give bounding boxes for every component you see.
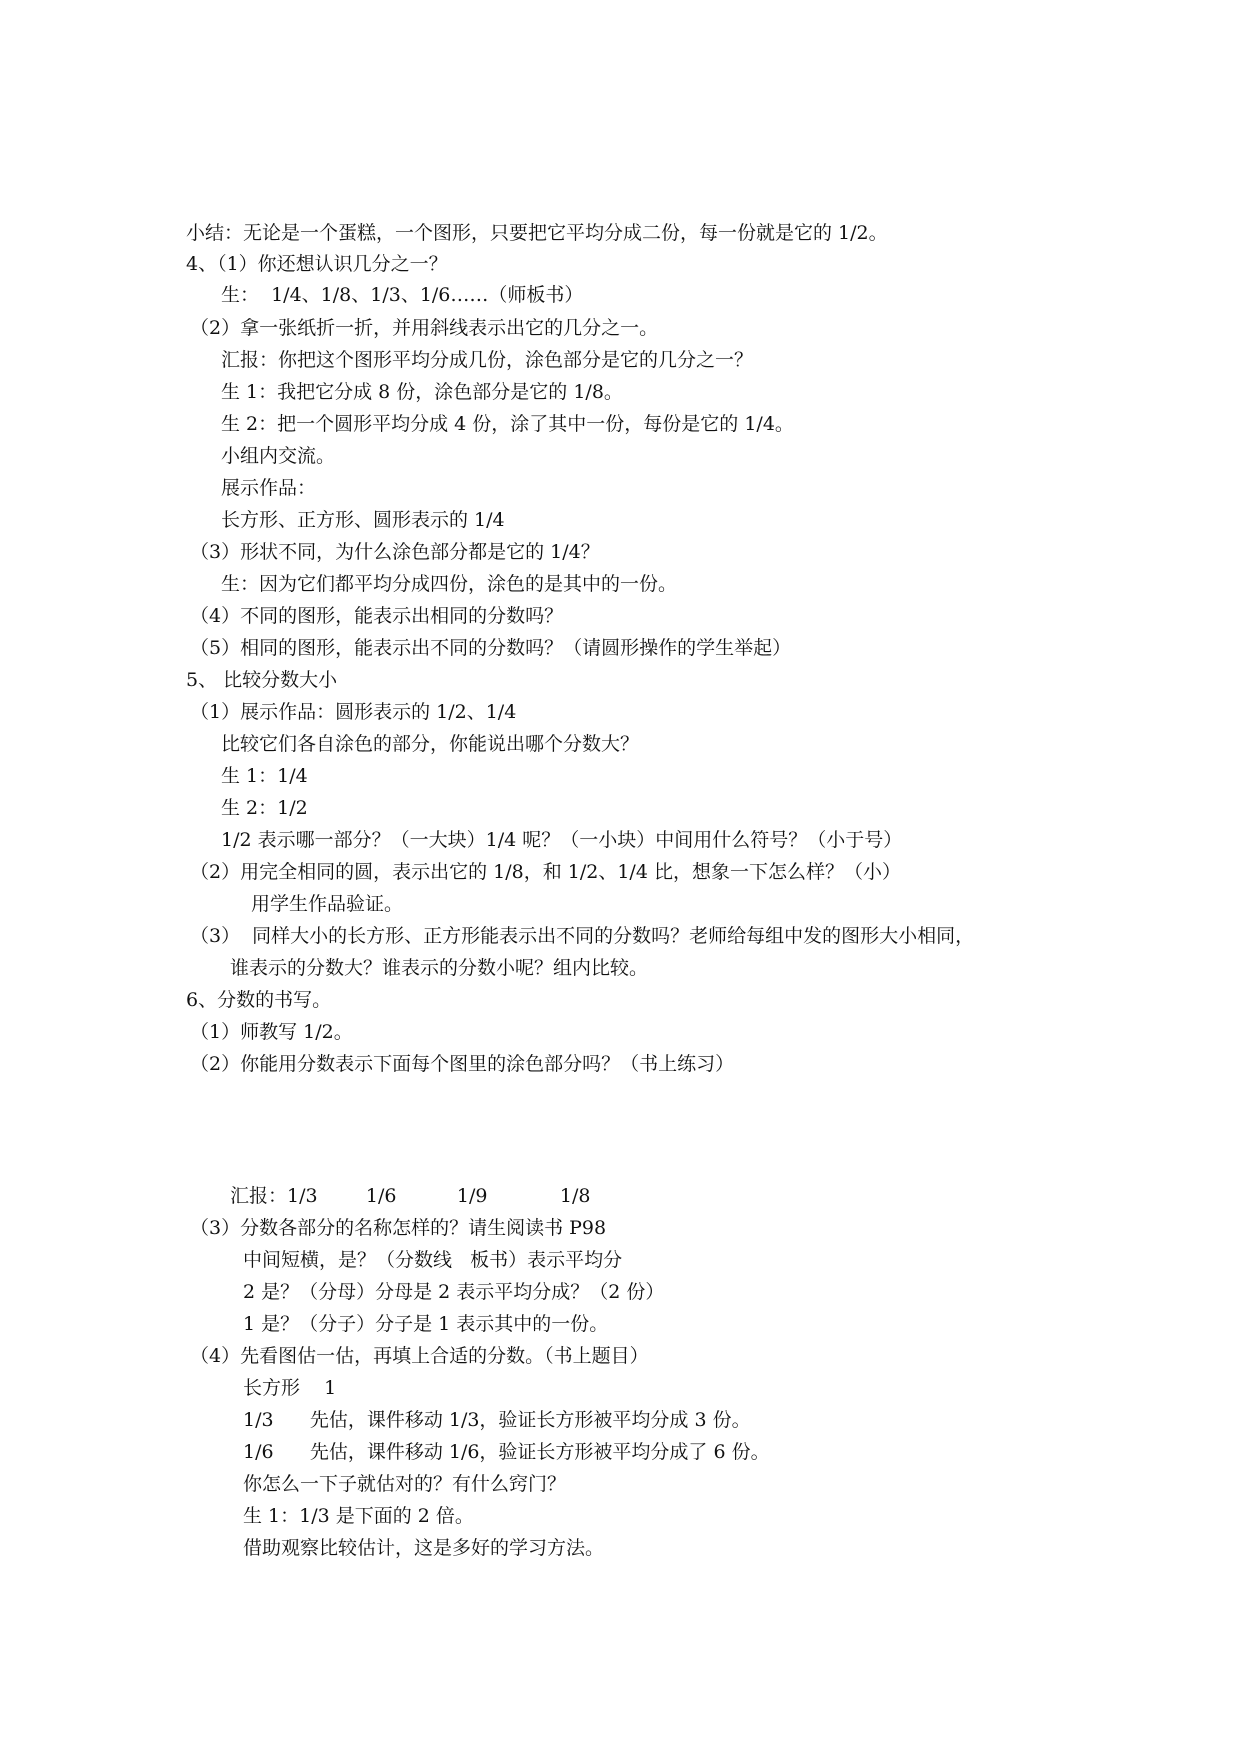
student-reason-line: 生：因为它们都平均分成四份，涂色的是其中的一份。 <box>221 573 678 595</box>
question-2-line: （2）拿一张纸折一折，并用斜线表示出它的几分之一。 <box>190 317 659 339</box>
compare-student-1: 生 1：1/4 <box>221 765 308 787</box>
show-work-line: 展示作品： <box>221 477 317 499</box>
student-2-answer: 生 2：把一个圆形平均分成 4 份，涂了其中一份，每份是它的 1/4。 <box>221 413 794 435</box>
compare-question-3: （3） 同样大小的长方形、正方形能表示出不同的分数吗？老师给每组中发的图形大小相同， <box>190 925 975 947</box>
section-6-heading: 6、分数的书写。 <box>186 989 332 1011</box>
compare-question-1: （1）展示作品：圆形表示的 1/2、1/4 <box>190 701 517 723</box>
compare-question-3-cont: 谁表示的分数大？谁表示的分数小呢？组内比较。 <box>230 957 649 979</box>
compare-explain-line: 1/2 表示哪一部分？（一大块）1/4 呢？（一小块）中间用什么符号？（小于号） <box>221 829 903 851</box>
summary-line: 小结：无论是一个蛋糕，一个图形，只要把它平均分成二份，每一份就是它的 1/2。 <box>186 222 888 244</box>
verify-line: 用学生作品验证。 <box>251 893 404 915</box>
rectangle-line: 长方形 1 <box>243 1377 337 1399</box>
student-answer-line: 生： 1/4、1/8、1/3、1/6……（师板书） <box>221 284 584 306</box>
report-line: 汇报：你把这个图形平均分成几份，涂色部分是它的几分之一？ <box>221 349 754 371</box>
shapes-quarter-line: 长方形、正方形、圆形表示的 1/4 <box>221 509 505 531</box>
estimate-third-line: 1/3 先估，课件移动 1/3，验证长方形被平均分成 3 份。 <box>243 1409 751 1431</box>
compare-question-2: （2）用完全相同的圆，表示出它的 1/8，和 1/2、1/4 比，想象一下怎么样？（小） <box>190 861 901 883</box>
trick-question-line: 你怎么一下子就估对的？有什么窍门？ <box>243 1473 567 1495</box>
group-discussion-line: 小组内交流。 <box>221 445 336 467</box>
trick-student-1: 生 1：1/3 是下面的 2 倍。 <box>243 1505 474 1527</box>
estimate-question-4: （4）先看图估一估，再填上合适的分数。（书上题目） <box>190 1345 649 1367</box>
question-3-line: （3）形状不同，为什么涂色部分都是它的 1/4？ <box>190 541 600 563</box>
section-4-question-1: 4、（1）你还想认识几分之一？ <box>186 253 448 275</box>
student-1-answer: 生 1：我把它分成 8 份，涂色部分是它的 1/8。 <box>221 381 623 403</box>
question-5-line: （5）相同的图形，能表示出不同的分数吗？（请圆形操作的学生举起） <box>190 637 792 659</box>
fraction-line-explain: 中间短横，是？（分数线 板书）表示平均分 <box>243 1249 623 1271</box>
writing-question-1: （1）师教写 1/2。 <box>190 1021 353 1043</box>
numerator-explain: 1 是？（分子）分子是 1 表示其中的一份。 <box>243 1313 609 1335</box>
estimate-sixth-line: 1/6 先估，课件移动 1/6，验证长方形被平均分成了 6 份。 <box>243 1441 770 1463</box>
writing-question-2: （2）你能用分数表示下面每个图里的涂色部分吗？（书上练习） <box>190 1053 735 1075</box>
section-5-heading: 5、 比较分数大小 <box>186 669 338 691</box>
method-praise-line: 借助观察比较估计，这是多好的学习方法。 <box>243 1537 605 1559</box>
denominator-explain: 2 是？（分母）分母是 2 表示平均分成？（2 份） <box>243 1281 665 1303</box>
report-fractions-line: 汇报：1/3 1/6 1/9 1/8 <box>230 1185 591 1207</box>
compare-prompt-line: 比较它们各自涂色的部分，你能说出哪个分数大？ <box>221 733 640 755</box>
question-4-line: （4）不同的图形，能表示出相同的分数吗？ <box>190 605 564 627</box>
parts-question-3: （3）分数各部分的名称怎样的？请生阅读书 P98 <box>190 1217 607 1239</box>
compare-student-2: 生 2：1/2 <box>221 797 308 819</box>
